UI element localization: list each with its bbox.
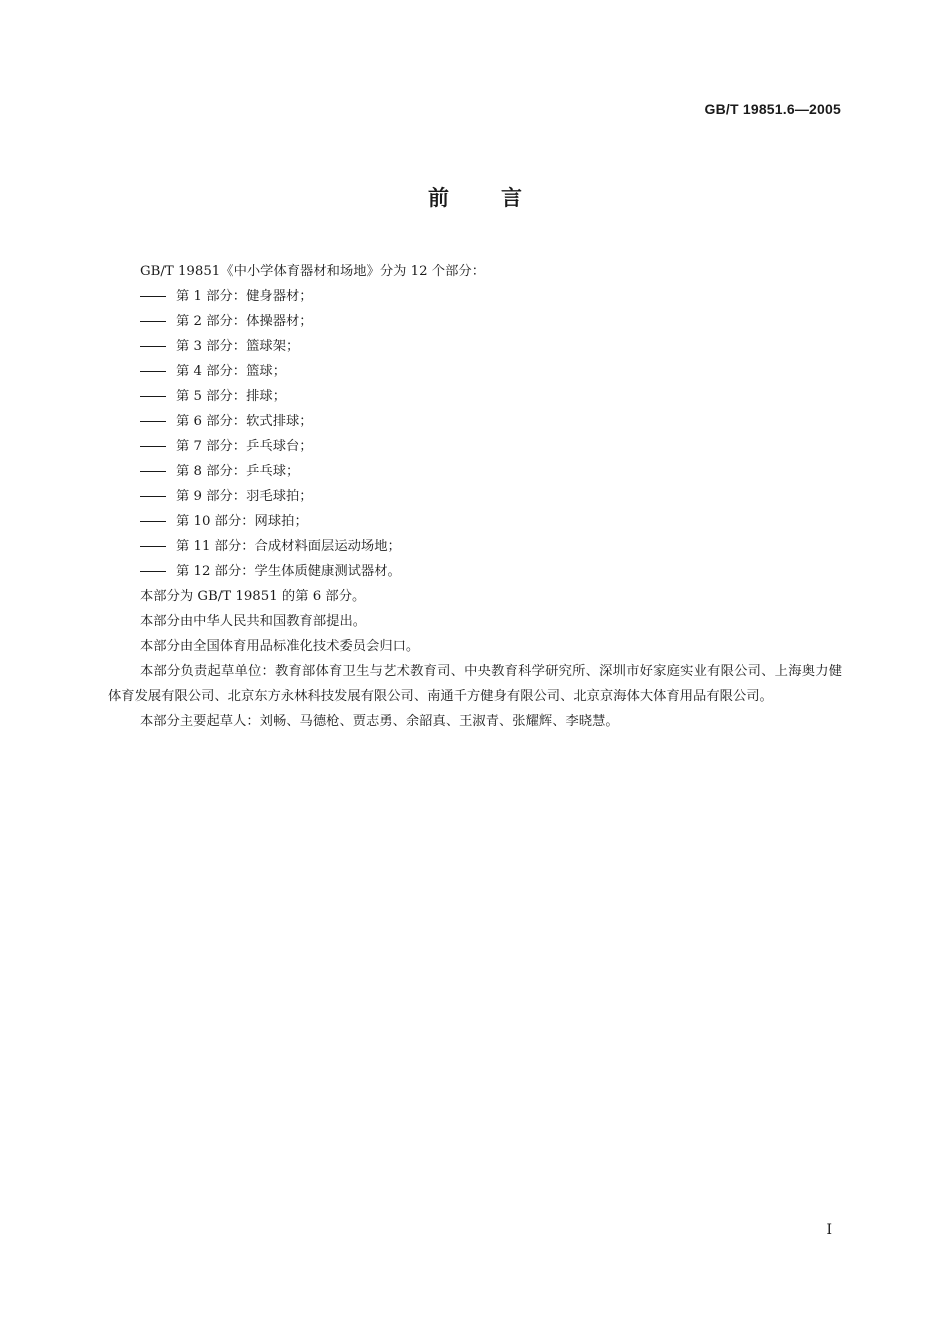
page-title: 前言 [428, 186, 574, 210]
dash-marker [140, 396, 166, 397]
list-item-text: 第 6 部分：软式排球； [176, 414, 313, 429]
standard-code: GB/T 19851.6—2005 [704, 101, 841, 117]
list-item-text: 第 3 部分：篮球架； [176, 339, 300, 354]
list-item-text: 第 9 部分：羽毛球拍； [176, 489, 313, 504]
dash-marker [140, 346, 166, 347]
list-item [108, 284, 842, 309]
dash-marker [140, 371, 166, 372]
list-item-text: 第 10 部分：网球拍； [176, 514, 308, 529]
dash-marker [140, 496, 166, 497]
dash-marker [140, 321, 166, 322]
list-item [108, 384, 842, 409]
statement-part-number: 本部分为 GB/T 19851 的第 6 部分。 [140, 589, 366, 604]
dash-marker [140, 296, 166, 297]
parts-list [108, 284, 842, 584]
list-item-text: 第 12 部分：学生体质健康测试器材。 [176, 564, 401, 579]
list-item [108, 409, 842, 434]
list-item-text: 第 7 部分：乒乓球台； [176, 439, 313, 454]
dash-marker [140, 421, 166, 422]
dash-marker [140, 446, 166, 447]
list-item-text: 第 4 部分：篮球； [176, 364, 286, 379]
list-item [108, 309, 842, 334]
list-item [108, 359, 842, 384]
drafting-units-paragraph: 本部分负责起草单位：教育部体育卫生与艺术教育司、中央教育科学研究所、深圳市好家庭实业有限公司、上海奥力健体育发展有限公司、北京东方永林科技发展有限公司、南通千方健身有限公司、北京京海体大体育用品有限公司。 [108, 664, 842, 704]
list-item [108, 509, 842, 534]
list-item [108, 484, 842, 509]
statement-proposed-by: 本部分由中华人民共和国教育部提出。 [140, 614, 367, 629]
statement-centralized-by: 本部分由全国体育用品标准化技术委员会归口。 [140, 639, 420, 654]
dash-marker [140, 571, 166, 572]
dash-marker [140, 521, 166, 522]
list-item-text: 第 5 部分：排球； [176, 389, 286, 404]
list-item-text: 第 11 部分：合成材料面层运动场地； [176, 539, 401, 554]
page-number: I [826, 1222, 832, 1238]
dash-marker [140, 471, 166, 472]
dash-marker [140, 546, 166, 547]
list-item [108, 459, 842, 484]
list-item-text: 第 8 部分：乒乓球； [176, 464, 300, 479]
intro-paragraph: GB/T 19851《中小学体育器材和场地》分为 12 个部分： [140, 264, 485, 279]
list-item-text: 第 2 部分：体操器材； [176, 314, 313, 329]
list-item [108, 334, 842, 359]
list-item [108, 559, 842, 584]
foreword-body [108, 259, 842, 734]
drafters-paragraph: 本部分主要起草人：刘畅、马德枪、贾志勇、余韶真、王淑青、张耀辉、李晓慧。 [140, 714, 619, 729]
list-item-text: 第 1 部分：健身器材； [176, 289, 313, 304]
list-item [108, 434, 842, 459]
list-item [108, 534, 842, 559]
